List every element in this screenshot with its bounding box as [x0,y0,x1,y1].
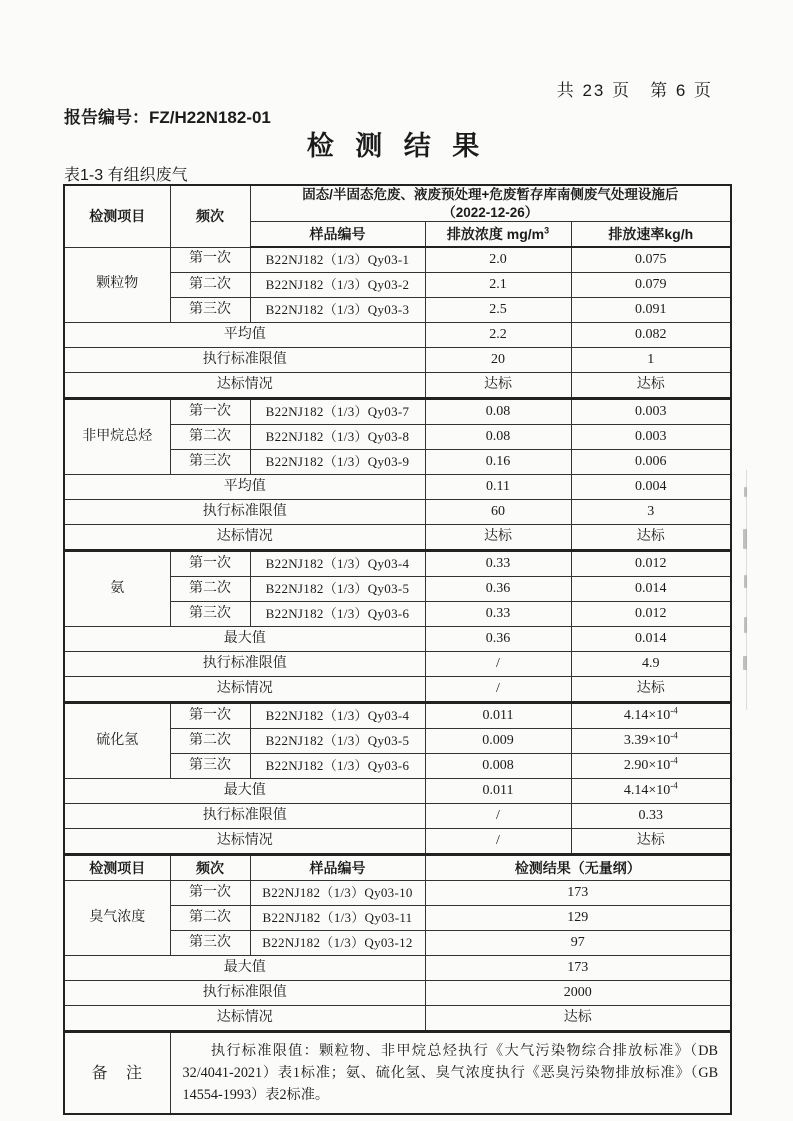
station-name: 固态/半固态危废、液废预处理+危废暂存库南侧废气处理设施后 [302,187,679,202]
rate-value: 0.006 [571,450,731,475]
status-row [64,677,731,703]
summary-row [64,475,731,500]
conc-status: 达标 [425,525,571,551]
station-header [250,185,731,222]
limit-row [64,500,731,525]
rate-value: 0.003 [571,399,731,425]
scan-artifact [744,487,747,497]
limit-label: 执行标准限值 [64,500,425,525]
status-label: 达标情况 [64,1006,425,1032]
rate-value: 0.014 [571,627,731,652]
summary-label: 最大值 [64,627,425,652]
sample-id: B22NJ182（1/3）Qy03-5 [250,577,425,602]
pollutant-name: 硫化氢 [64,703,170,779]
col-header-item: 检测项目 [64,185,170,247]
sample-id: B22NJ182（1/3）Qy03-4 [250,703,425,729]
table-row [64,881,731,906]
superscript: -4 [670,705,678,716]
status-row [64,373,731,399]
sample-id: B22NJ182（1/3）Qy03-1 [250,247,425,273]
sample-id: B22NJ182（1/3）Qy03-9 [250,450,425,475]
conc-value: 0.11 [425,475,571,500]
freq-cell: 第三次 [170,754,250,779]
status-row [64,1006,731,1032]
remark-label: 备 注 [64,1032,170,1115]
rate-limit: 3 [571,500,731,525]
rate-value: 0.014 [571,577,731,602]
freq-cell: 第一次 [170,399,250,425]
result-limit: 2000 [425,981,731,1006]
col-header-sample: 样品编号 [250,222,425,248]
status-row [64,829,731,855]
page-indicator: 共 23 页 第 6 页 [556,81,713,100]
summary-label: 最大值 [64,779,425,804]
rate-status: 达标 [571,373,731,399]
col-header-sample: 样品编号 [250,855,425,881]
freq-cell: 第二次 [170,729,250,754]
rate-limit: 1 [571,348,731,373]
col-header-item: 检测项目 [64,855,170,881]
freq-cell: 第三次 [170,602,250,627]
rate-value: $3.39\times 10^{-4}$ [571,729,731,754]
superscript: 3 [544,225,550,236]
table-row [64,399,731,425]
rate-value: $4.14\times 10^{-4}$ [571,779,731,804]
rate-value: 0.012 [571,551,731,577]
rate-value: $2.90\times 10^{-4}$ [571,754,731,779]
rate-value: 0.003 [571,425,731,450]
summary-label: 平均值 [64,323,425,348]
report-number: 报告编号：FZ/H22N182-01 [64,108,271,127]
scan-artifact [744,617,747,633]
rate-value: 0.079 [571,273,731,298]
sample-id: B22NJ182（1/3）Qy03-10 [250,881,425,906]
limit-row [64,981,731,1006]
conc-value: 0.36 [425,577,571,602]
table-row [64,551,731,577]
status-label: 达标情况 [64,829,425,855]
conc-value: 2.5 [425,298,571,323]
results-table [63,184,732,1115]
conc-value: 2.0 [425,247,571,273]
status-label: 达标情况 [64,373,425,399]
conc-value: 0.009 [425,729,571,754]
freq-cell: 第三次 [170,450,250,475]
freq-cell: 第一次 [170,551,250,577]
conc-value: 2.2 [425,323,571,348]
sample-id: B22NJ182（1/3）Qy03-5 [250,729,425,754]
remark-row [64,1032,731,1115]
conc-limit: / [425,652,571,677]
table-header-row [64,185,731,222]
sample-id: B22NJ182（1/3）Qy03-2 [250,273,425,298]
result-value: 173 [425,956,731,981]
status-label: 达标情况 [64,525,425,551]
freq-cell: 第二次 [170,577,250,602]
sample-id: B22NJ182（1/3）Qy03-12 [250,931,425,956]
table-caption: 表1-3 有组织废气 [64,167,188,184]
rate-status: 达标 [571,677,731,703]
rate-value: $4.14\times 10^{-4}$ [571,703,731,729]
result-value: 173 [425,881,731,906]
page-title: 检 测 结 果 [306,131,487,161]
table-header-row-2 [64,855,731,881]
rate-limit: 0.33 [571,804,731,829]
result-value: 97 [425,931,731,956]
scan-artifact [743,656,747,670]
sample-id: B22NJ182（1/3）Qy03-11 [250,906,425,931]
limit-label: 执行标准限值 [64,652,425,677]
summary-row [64,627,731,652]
scan-artifact [743,529,747,549]
pollutant-name: 非甲烷总烃 [64,399,170,475]
conc-status: 达标 [425,373,571,399]
freq-cell: 第一次 [170,881,250,906]
pollutant-name: 颗粒物 [64,247,170,323]
conc-value: 0.33 [425,551,571,577]
freq-cell: 第三次 [170,931,250,956]
conc-value: 0.008 [425,754,571,779]
station-date: （2022-12-26） [442,204,539,220]
freq-cell: 第二次 [170,425,250,450]
freq-cell: 第二次 [170,906,250,931]
conc-value: 0.33 [425,602,571,627]
limit-row [64,348,731,373]
conc-value: 2.1 [425,273,571,298]
pollutant-name: 氨 [64,551,170,627]
scan-edge-line [746,470,747,710]
superscript: -4 [670,780,678,791]
rate-value: 0.004 [571,475,731,500]
limit-row [64,804,731,829]
conc-limit: 20 [425,348,571,373]
result-value: 129 [425,906,731,931]
conc-value: 0.08 [425,399,571,425]
sample-id: B22NJ182（1/3）Qy03-8 [250,425,425,450]
rate-value: 0.075 [571,247,731,273]
conc-value: 0.08 [425,425,571,450]
summary-label: 平均值 [64,475,425,500]
result-status: 达标 [425,1006,731,1032]
limit-label: 执行标准限值 [64,981,425,1006]
rate-status: 达标 [571,525,731,551]
sample-id: B22NJ182（1/3）Qy03-4 [250,551,425,577]
rate-value: 0.012 [571,602,731,627]
status-row [64,525,731,551]
status-label: 达标情况 [64,677,425,703]
summary-row [64,779,731,804]
sample-id: B22NJ182（1/3）Qy03-3 [250,298,425,323]
conc-value: 0.16 [425,450,571,475]
conc-value: 0.011 [425,779,571,804]
freq-cell: 第一次 [170,703,250,729]
limit-row [64,652,731,677]
freq-cell: 第三次 [170,298,250,323]
conc-value: 0.011 [425,703,571,729]
summary-label: 最大值 [64,956,425,981]
rate-value: 0.091 [571,298,731,323]
freq-cell: 第二次 [170,273,250,298]
limit-label: 执行标准限值 [64,348,425,373]
conc-limit: 60 [425,500,571,525]
summary-row [64,323,731,348]
sample-id: B22NJ182（1/3）Qy03-7 [250,399,425,425]
summary-row [64,956,731,981]
scan-artifact [744,575,747,588]
col-header-concentration: 排放浓度 $mg/m^3$ [425,222,571,248]
superscript: -4 [670,730,678,741]
sample-id: B22NJ182（1/3）Qy03-6 [250,754,425,779]
conc-limit: / [425,804,571,829]
col-header-freq: 频次 [170,185,250,247]
col-header-result: 检测结果（无量纲） [425,855,731,881]
conc-status: / [425,677,571,703]
freq-cell: 第一次 [170,247,250,273]
col-header-freq: 频次 [170,855,250,881]
rate-status: 达标 [571,829,731,855]
col-header-rate: 排放速率kg/h [571,222,731,248]
pollutant-name: 臭气浓度 [64,881,170,956]
table-row [64,703,731,729]
rate-limit: 4.9 [571,652,731,677]
limit-label: 执行标准限值 [64,804,425,829]
conc-value: 0.36 [425,627,571,652]
remark-text: 执行标准限值：颗粒物、非甲烷总烃执行《大气污染物综合排放标准》（DB 32/4041-2021）表1标准；氨、硫化氢、臭气浓度执行《恶臭污染物排放标准》（GB 14554-1993）表2标准。 [170,1032,731,1115]
sample-id: B22NJ182（1/3）Qy03-6 [250,602,425,627]
conc-status: / [425,829,571,855]
table-row [64,247,731,273]
superscript: -4 [670,755,678,766]
rate-value: 0.082 [571,323,731,348]
